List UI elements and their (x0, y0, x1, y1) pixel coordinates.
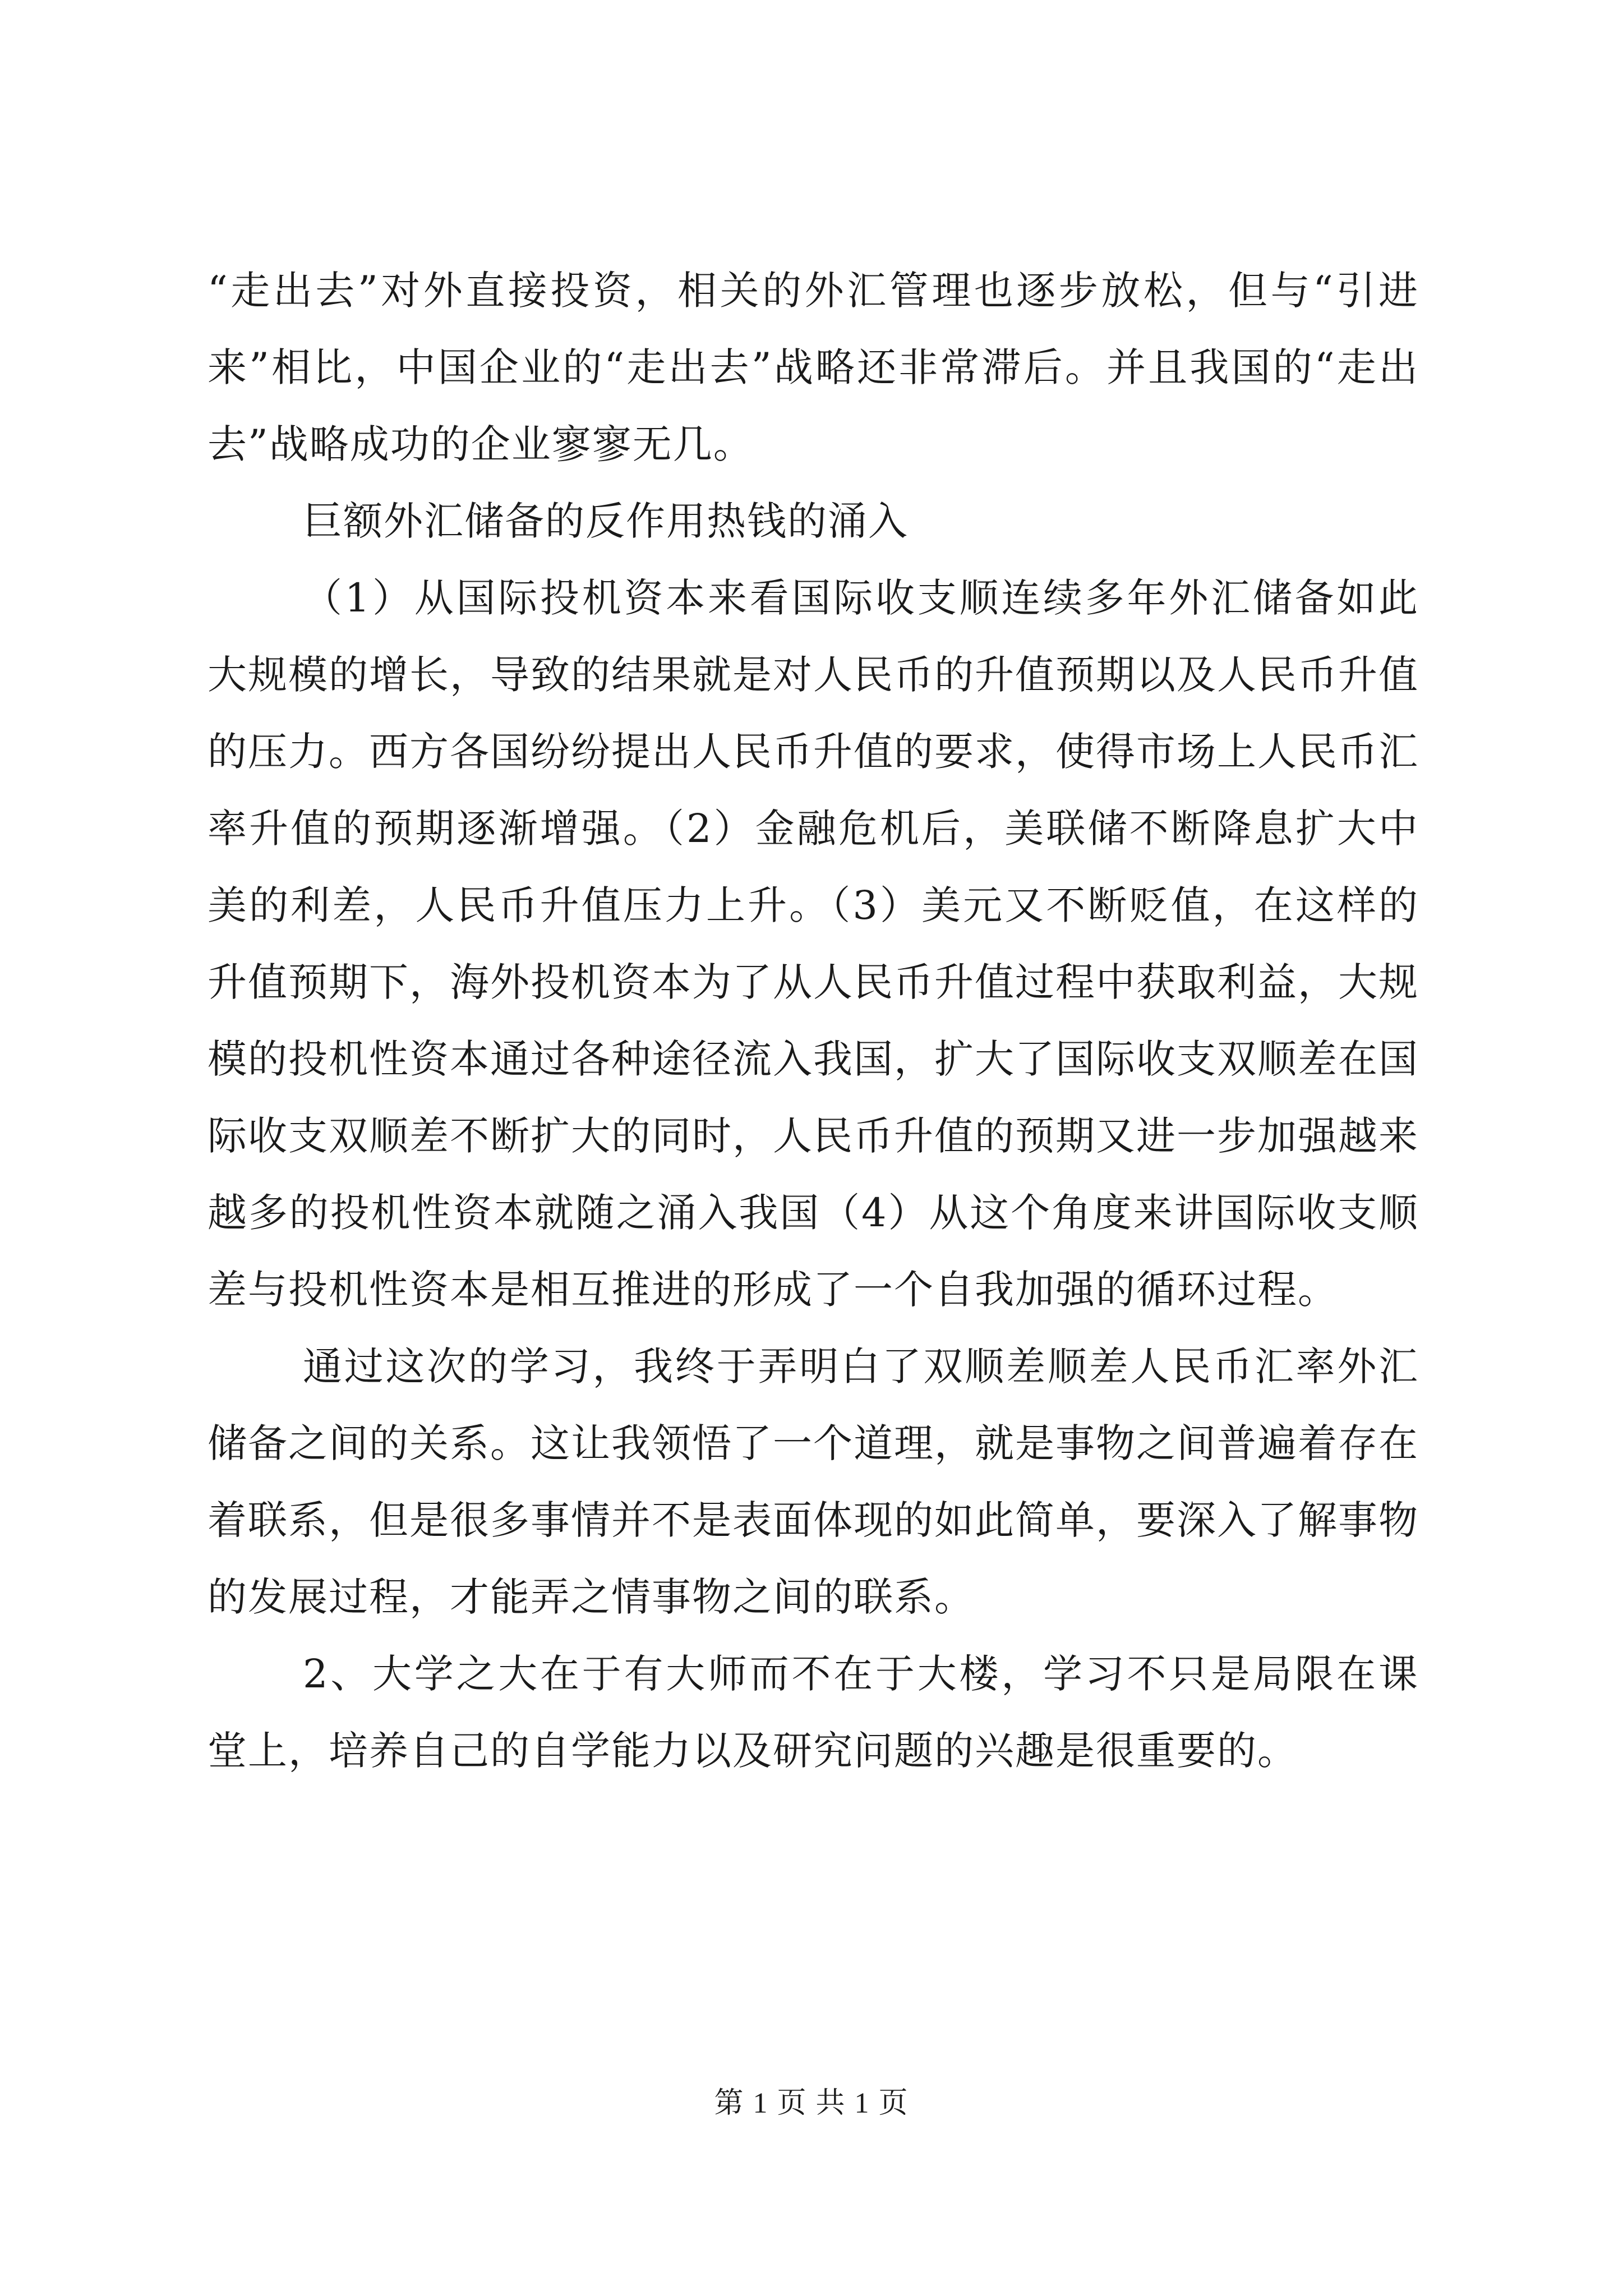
paragraph-university: 2、大学之大在于有大师而不在于大楼，学习不只是局限在课堂上，培养自己的自学能力以及研究问题的兴趣是很重要的。 (208, 1651, 1419, 1774)
paragraph-going-out: “走出去”对外直接投资，相关的外汇管理也逐步放松，但与“引进来”相比，中国企业的“走出去”战略还非常滞后。并且我国的“走出去”战略成功的企业寥寥无几。 (208, 268, 1419, 467)
document-body (208, 252, 1419, 1789)
paragraph-learning-reflection: 通过这次的学习，我终于弄明白了双顺差顺差人民币汇率外汇储备之间的关系。这让我领悟了一个道理，就是事物之间普遍着存在着联系，但是很多事情并不是表面体现的如此简单，要深入了解事物的发展过程，才能弄之情事物之间的联系。 (208, 1343, 1419, 1620)
page-footer: 第 1 页 共 1 页 (714, 2087, 909, 2119)
paragraph-speculative-capital: （1）从国际投机资本来看国际收支顺连续多年外汇储备如此大规模的增长，导致的结果就是对人民币的升值预期以及人民币升值的压力。西方各国纷纷提出人民币升值的要求，使得市场上人民币汇率升值的预期逐渐增强。（2）金融危机后，美联储不断降息扩大中美的利差，人民币升值压力上升。（3）美元又不断贬值，在这样的升值预期下，海外投机资本为了从人民币升值过程中获取利益，大规模的投机性资本通过各种途径流入我国，扩大了国际收支双顺差在国际收支双顺差不断扩大的同时，人民币升值的预期又进一步加强越来越多的投机性资本就随之涌入我国（4）从这个角度来讲国际收支顺差与投机性资本是相互推进的形成了一个自我加强的循环过程。 (208, 575, 1419, 1313)
section-heading-hot-money: 巨额外汇储备的反作用热钱的涌入 (303, 498, 909, 544)
